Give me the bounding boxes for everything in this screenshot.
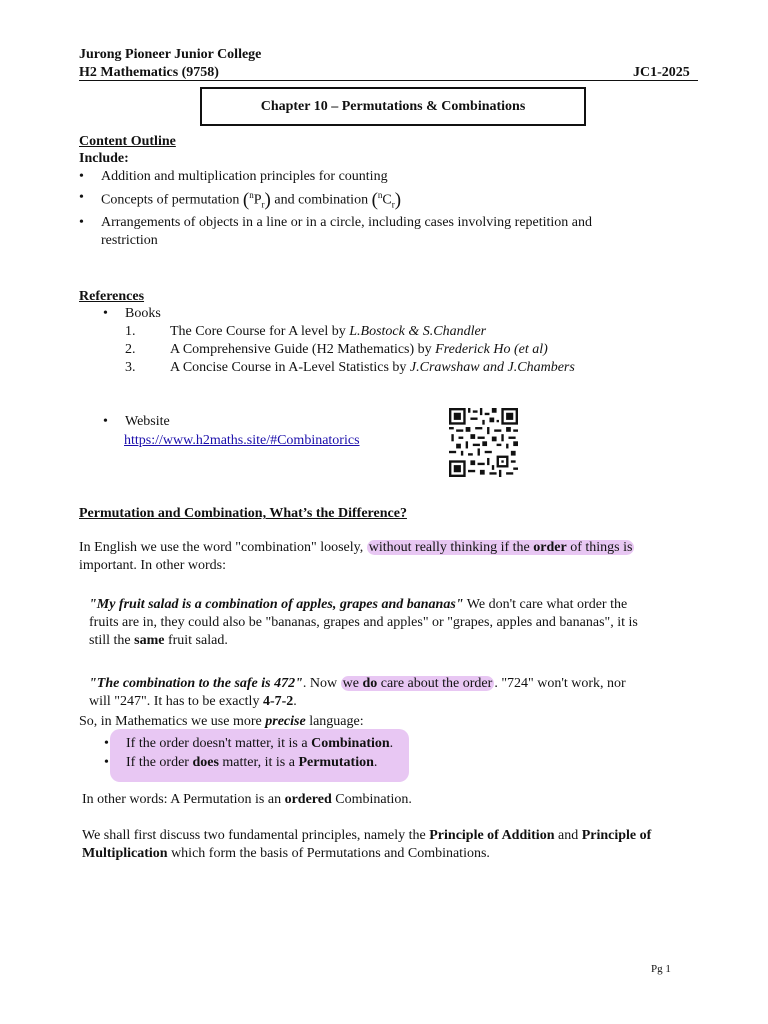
outline-item: • Addition and multiplication principles for counting <box>79 169 388 184</box>
references-heading: References <box>79 289 145 304</box>
principles-paragraph-line2: Multiplication which form the basis of Permutations and Combinations. <box>82 846 490 861</box>
fruit-salad-line3: still the same fruit salad. <box>89 633 228 648</box>
highlight-care-order: we do care about the order <box>342 676 493 691</box>
qr-code-icon <box>449 408 518 477</box>
book-item: 1. The Core Course for A level by L.Bostock & S.Chandler <box>125 324 487 339</box>
website-bullet: • Website <box>103 414 170 429</box>
fruit-salad-example: "My fruit salad is a combination of apples, grapes and bananas" We don't care what order the <box>89 597 628 612</box>
outline-item-continued: restriction <box>101 233 158 248</box>
combination-definition: • If the order doesn't matter, it is a Combination. <box>104 736 394 751</box>
book-item: 2. A Comprehensive Guide (H2 Mathematics) by Frederick Ho (et al) <box>125 342 548 357</box>
safe-example-line2: will "247". It has to be exactly 4-7-2. <box>89 694 297 709</box>
book-item: 3. A Concise Course in A-Level Statistics by J.Crawshaw and J.Chambers <box>125 360 575 375</box>
fruit-salad-line2: fruits are in, they could also be "bananas, grapes and apples" or "grapes, apples and bananas", it is <box>89 615 638 630</box>
difference-paragraph-line2: important. In other words: <box>79 558 226 573</box>
content-outline-heading: Content Outline <box>79 134 176 149</box>
page-number: Pg 1 <box>651 963 671 975</box>
ordered-combination-line: In other words: A Permutation is an ordered Combination. <box>82 792 412 807</box>
difference-paragraph-line1: In English we use the word "combination" loosely, without really thinking if the order of things is <box>79 540 633 555</box>
chapter-title: Chapter 10 – Permutations & Combinations <box>260 98 526 114</box>
outline-item-concepts: • Concepts of permutation $(^nP_r)$ and combination $(^nC_r)$ <box>79 189 402 211</box>
difference-heading: Permutation and Combination, What’s the Difference? <box>79 506 407 521</box>
outline-item: • Arrangements of objects in a line or in a circle, including cases involving repetition and <box>79 215 593 230</box>
header-rule <box>79 80 698 81</box>
safe-example: "The combination to the safe is 472". Now we do care about the order . "724" won't work, nor <box>89 676 626 691</box>
website-link[interactable]: https://www.h2maths.site/#Combinatorics <box>124 433 360 448</box>
school-name: Jurong Pioneer Junior College <box>79 47 262 62</box>
permutation-definition: • If the order does matter, it is a Permutation. <box>104 755 378 770</box>
precise-language-line: So, in Mathematics we use more precise language: <box>79 714 364 729</box>
include-label: Include: <box>79 151 129 166</box>
books-bullet: • Books <box>103 306 161 321</box>
cohort-label: JC1-2025 <box>633 65 690 80</box>
chapter-title-box <box>200 87 586 126</box>
subject-name: H2 Mathematics (9758) <box>79 65 219 80</box>
highlight-order: without really thinking if the order of things is <box>368 540 633 555</box>
principles-paragraph-line1: We shall first discuss two fundamental principles, namely the Principle of Addition and Principle of <box>82 828 652 843</box>
